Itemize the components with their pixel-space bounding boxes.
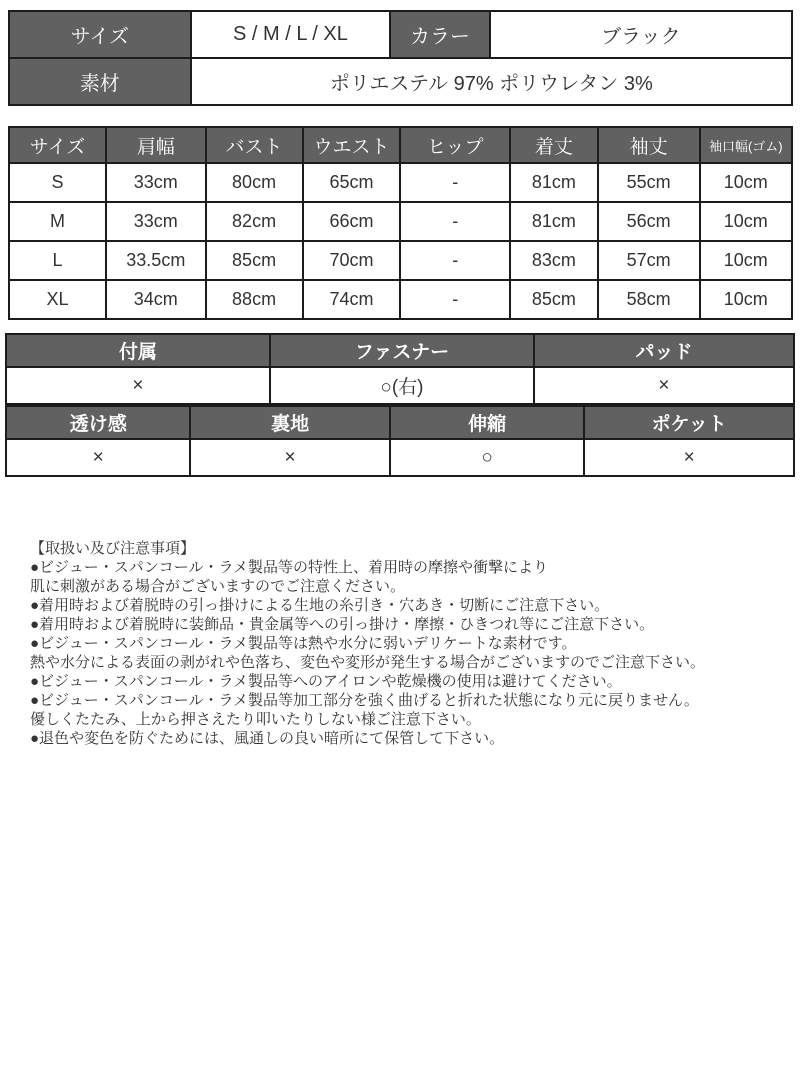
sheer-value: ×	[6, 439, 190, 476]
cell: 57cm	[598, 241, 700, 280]
cell: 10cm	[700, 280, 792, 319]
table-row	[9, 58, 792, 105]
features-header-row	[6, 334, 794, 367]
material-label: 素材	[9, 58, 191, 105]
col-header-bust: バスト	[206, 127, 303, 163]
care-notes-title: 【取扱い及び注意事項】	[30, 540, 196, 557]
care-note-line: 優しくたたみ、上から押さえたり叩いたりしない様ご注意下さい。	[30, 711, 481, 728]
size-label: サイズ	[9, 11, 191, 58]
care-note-line: ●ビジュー・スパンコール・ラメ製品等の特性上、着用時の摩擦や衝撃により	[30, 559, 549, 576]
pocket-value: ×	[584, 439, 794, 476]
care-note-line: ●ビジュー・スパンコール・ラメ製品等へのアイロンや乾燥機の使用は避けてください。	[30, 673, 622, 690]
care-note-line: 熱や水分による表面の剥がれや色落ち、変色や変形が発生する場合がございますのでご注意下さい。	[30, 654, 706, 671]
cell: 80cm	[206, 163, 303, 202]
cell: -	[400, 163, 510, 202]
cell: 56cm	[598, 202, 700, 241]
accessory-value: ×	[6, 367, 270, 404]
cell: 74cm	[303, 280, 401, 319]
cell: -	[400, 241, 510, 280]
cell: 34cm	[106, 280, 205, 319]
care-notes	[30, 539, 800, 748]
col-header-pocket: ポケット	[584, 406, 794, 439]
table-row-l	[9, 241, 792, 280]
cell: S	[9, 163, 106, 202]
table-row-xl	[9, 280, 792, 319]
features-table-1	[5, 333, 795, 405]
measurements-table	[8, 126, 793, 320]
cell: 85cm	[206, 241, 303, 280]
cell: 33.5cm	[106, 241, 205, 280]
col-header-accessory: 付属	[6, 334, 270, 367]
cell: 70cm	[303, 241, 401, 280]
features-header-row	[6, 406, 794, 439]
col-header-waist: ウエスト	[303, 127, 401, 163]
cell: 66cm	[303, 202, 401, 241]
cell: 88cm	[206, 280, 303, 319]
care-note-line: 肌に刺激がある場合がございますのでご注意ください。	[30, 578, 406, 595]
fastener-value: ○(右)	[270, 367, 534, 404]
cell: 82cm	[206, 202, 303, 241]
features-value-row	[6, 439, 794, 476]
col-header-sleeve: 袖丈	[598, 127, 700, 163]
pad-value: ×	[534, 367, 794, 404]
cell: 65cm	[303, 163, 401, 202]
col-header-cuff: 袖口幅(ゴム)	[700, 127, 792, 163]
col-header-lining: 裏地	[190, 406, 389, 439]
cell: 58cm	[598, 280, 700, 319]
cell: 85cm	[510, 280, 598, 319]
color-label: カラー	[390, 11, 489, 58]
color-value: ブラック	[490, 11, 792, 58]
col-header-shoulder: 肩幅	[106, 127, 205, 163]
col-header-hip: ヒップ	[400, 127, 510, 163]
measurements-header-row	[9, 127, 792, 163]
size-value: S / M / L / XL	[191, 11, 391, 58]
col-header-pad: パッド	[534, 334, 794, 367]
cell: 81cm	[510, 202, 598, 241]
cell: 33cm	[106, 202, 205, 241]
care-note-line: ●退色や変色を防ぐためには、風通しの良い暗所にて保管して下さい。	[30, 730, 505, 747]
cell: XL	[9, 280, 106, 319]
cell: L	[9, 241, 106, 280]
cell: 10cm	[700, 163, 792, 202]
cell: 10cm	[700, 241, 792, 280]
care-note-line: ●着用時および着脱時の引っ掛けによる生地の糸引き・穴あき・切断にご注意下さい。	[30, 597, 610, 614]
cell: -	[400, 202, 510, 241]
material-value: ポリエステル 97% ポリウレタン 3%	[191, 58, 792, 105]
care-note-line: ●ビジュー・スパンコール・ラメ製品等は熱や水分に弱いデリケートな素材です。	[30, 635, 577, 652]
cell: 83cm	[510, 241, 598, 280]
col-header-fastener: ファスナー	[270, 334, 534, 367]
size-color-material-table	[8, 10, 793, 106]
care-note-line: ●ビジュー・スパンコール・ラメ製品等加工部分を強く曲げると折れた状態になり元に戻りません。	[30, 692, 699, 709]
cell: 81cm	[510, 163, 598, 202]
care-note-line: ●着用時および着脱時に装飾品・貴金属等への引っ掛け・摩擦・ひきつれ等にご注意下さい。	[30, 616, 655, 633]
cell: 55cm	[598, 163, 700, 202]
table-row-s	[9, 163, 792, 202]
col-header-stretch: 伸縮	[390, 406, 585, 439]
features-value-row	[6, 367, 794, 404]
col-header-sheer: 透け感	[6, 406, 190, 439]
cell: -	[400, 280, 510, 319]
lining-value: ×	[190, 439, 389, 476]
cell: 33cm	[106, 163, 205, 202]
features-table-2	[5, 405, 795, 477]
col-header-length: 着丈	[510, 127, 598, 163]
cell: 10cm	[700, 202, 792, 241]
table-row	[9, 11, 792, 58]
col-header-size: サイズ	[9, 127, 106, 163]
table-row-m	[9, 202, 792, 241]
cell: M	[9, 202, 106, 241]
stretch-value: ○	[390, 439, 585, 476]
